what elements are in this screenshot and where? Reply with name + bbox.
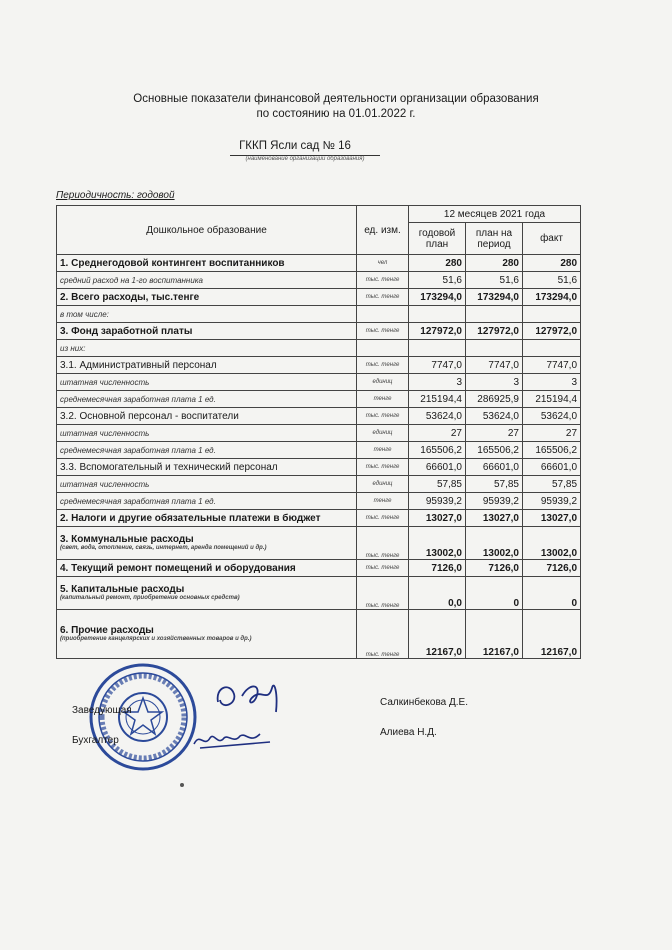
cell-plan-year <box>409 306 466 323</box>
row-label <box>57 374 357 391</box>
table-row <box>57 476 581 493</box>
table-row <box>57 577 581 610</box>
row-label-text: среднемесячная заработная плата 1 ед. <box>60 445 216 455</box>
header-label: Дошкольное образование <box>57 206 357 255</box>
cell-fact: 13027,0 <box>523 510 581 527</box>
cell-plan-period: 57,85 <box>466 476 523 493</box>
row-unit: тыс. тенге <box>357 459 409 476</box>
table-row <box>57 493 581 510</box>
table-row <box>57 425 581 442</box>
header-fact: факт <box>523 223 581 255</box>
row-unit: тыс. тенге <box>357 357 409 374</box>
cell-plan-year: 7126,0 <box>409 560 466 577</box>
cell-plan-period: 27 <box>466 425 523 442</box>
periodicity: Периодичность: годовой <box>56 190 175 201</box>
cell-fact: 7126,0 <box>523 560 581 577</box>
row-label <box>57 493 357 510</box>
cell-plan-year: 51,6 <box>409 272 466 289</box>
document-subtitle: по состоянию на 01.01.2022 г. <box>256 108 416 120</box>
head-label: Заведующая <box>72 705 132 716</box>
cell-plan-year <box>409 340 466 357</box>
table-row <box>57 408 581 425</box>
row-label-text: штатная численность <box>60 428 150 438</box>
row-label <box>57 357 357 374</box>
row-label <box>57 306 357 323</box>
accountant-label: Бухгалтер <box>72 735 119 746</box>
cell-fact: 13002,0 <box>523 527 581 560</box>
row-label <box>57 442 357 459</box>
header-unit: ед. изм. <box>357 206 409 255</box>
accountant-name: Алиева Н.Д. <box>380 727 437 738</box>
row-label-text: штатная численность <box>60 479 150 489</box>
document-title: Основные показатели финансовой деятельности организации образования <box>133 93 539 105</box>
row-label <box>57 610 357 659</box>
cell-fact: 0 <box>523 577 581 610</box>
row-note: (свет, вода, отопление, связь, интернет, аренда помещений и др.) <box>60 545 267 551</box>
cell-plan-year: 13027,0 <box>409 510 466 527</box>
row-unit: единиц <box>357 374 409 391</box>
table-row <box>57 323 581 340</box>
organization-note: (наименование организации образования) <box>245 156 365 162</box>
row-unit: единиц <box>357 425 409 442</box>
row-label <box>57 272 357 289</box>
organization-name: ГККП Ясли сад № 16 <box>239 140 351 152</box>
row-unit <box>357 306 409 323</box>
row-unit: единиц <box>357 476 409 493</box>
table-row <box>57 510 581 527</box>
row-label <box>57 476 357 493</box>
row-label-text: средний расход на 1-го воспитанника <box>60 275 203 285</box>
row-label-text: 3.1. Административный персонал <box>60 359 217 371</box>
cell-plan-period: 51,6 <box>466 272 523 289</box>
cell-fact: 127972,0 <box>523 323 581 340</box>
table-row <box>57 272 581 289</box>
cell-fact <box>523 340 581 357</box>
header-plan-year: годовой план <box>409 223 466 255</box>
cell-fact: 66601,0 <box>523 459 581 476</box>
financial-table <box>56 205 581 659</box>
cell-fact: 7747,0 <box>523 357 581 374</box>
cell-plan-period: 173294,0 <box>466 289 523 306</box>
cell-fact: 12167,0 <box>523 610 581 659</box>
cell-plan-period: 7747,0 <box>466 357 523 374</box>
cell-plan-period: 165506,2 <box>466 442 523 459</box>
cell-plan-period: 53624,0 <box>466 408 523 425</box>
row-unit: тыс. тенге <box>357 610 409 659</box>
cell-plan-period: 95939,2 <box>466 493 523 510</box>
table-row <box>57 289 581 306</box>
row-label-text: 4. Текущий ремонт помещений и оборудования <box>60 562 296 574</box>
row-label <box>57 527 357 560</box>
cell-plan-year: 27 <box>409 425 466 442</box>
cell-plan-year: 0,0 <box>409 577 466 610</box>
row-unit: тыс. тенге <box>357 577 409 610</box>
cell-plan-period: 7126,0 <box>466 560 523 577</box>
header-plan-period: план на период <box>466 223 523 255</box>
cell-plan-year: 173294,0 <box>409 289 466 306</box>
cell-fact: 165506,2 <box>523 442 581 459</box>
cell-plan-period: 286925,9 <box>466 391 523 408</box>
row-note: (капитальный ремонт, приобретение основных средств) <box>60 595 240 601</box>
row-label-text: 2. Всего расходы, тыс.тенге <box>60 291 200 303</box>
row-label <box>57 510 357 527</box>
row-label-text: среднемесячная заработная плата 1 ед. <box>60 394 216 404</box>
row-label-text: в том числе: <box>60 309 109 319</box>
table-row <box>57 255 581 272</box>
row-label-text: 1. Среднегодовой контингент воспитанников <box>60 257 285 269</box>
cell-fact: 280 <box>523 255 581 272</box>
cell-plan-period: 12167,0 <box>466 610 523 659</box>
cell-plan-year: 3 <box>409 374 466 391</box>
header-period: 12 месяцев 2021 года <box>409 206 581 223</box>
cell-plan-year: 280 <box>409 255 466 272</box>
cell-plan-period: 3 <box>466 374 523 391</box>
cell-plan-period: 280 <box>466 255 523 272</box>
cell-fact: 215194,4 <box>523 391 581 408</box>
table-row <box>57 391 581 408</box>
row-label <box>57 408 357 425</box>
row-label-text: 3. Фонд заработной платы <box>60 325 193 337</box>
row-unit: тенге <box>357 493 409 510</box>
row-unit: тыс. тенге <box>357 289 409 306</box>
table-row <box>57 442 581 459</box>
row-label <box>57 459 357 476</box>
table-row <box>57 306 581 323</box>
head-signature-icon <box>210 672 300 722</box>
cell-plan-period <box>466 306 523 323</box>
table-row <box>57 610 581 659</box>
row-label <box>57 323 357 340</box>
row-label <box>57 255 357 272</box>
cell-fact <box>523 306 581 323</box>
cell-fact: 51,6 <box>523 272 581 289</box>
row-label-text: 3. Коммунальные расходы <box>60 534 194 545</box>
row-note: (приобретение канцелярских и хозяйственных товаров и др.) <box>60 636 252 642</box>
row-unit: тенге <box>357 442 409 459</box>
cell-plan-year: 215194,4 <box>409 391 466 408</box>
row-label-text: штатная численность <box>60 377 150 387</box>
row-label <box>57 577 357 610</box>
cell-plan-year: 66601,0 <box>409 459 466 476</box>
table-row <box>57 527 581 560</box>
head-name: Салкинбекова Д.Е. <box>380 697 468 708</box>
cell-fact: 3 <box>523 374 581 391</box>
row-unit: тыс. тенге <box>357 510 409 527</box>
row-label-text: среднемесячная заработная плата 1 ед. <box>60 496 216 506</box>
cell-fact: 53624,0 <box>523 408 581 425</box>
row-unit: тыс. тенге <box>357 323 409 340</box>
row-label <box>57 560 357 577</box>
row-unit: тыс. тенге <box>357 560 409 577</box>
cell-fact: 27 <box>523 425 581 442</box>
row-unit <box>357 340 409 357</box>
table-row <box>57 459 581 476</box>
seal-stamp-icon <box>88 662 198 772</box>
row-label <box>57 340 357 357</box>
cell-plan-year: 95939,2 <box>409 493 466 510</box>
cell-plan-year: 13002,0 <box>409 527 466 560</box>
cell-plan-year: 57,85 <box>409 476 466 493</box>
cell-fact: 173294,0 <box>523 289 581 306</box>
cell-plan-period: 13027,0 <box>466 510 523 527</box>
cell-plan-period <box>466 340 523 357</box>
scan-speck <box>180 783 184 787</box>
row-label-text: 3.2. Основной персонал - воспитатели <box>60 410 239 422</box>
row-unit: тыс. тенге <box>357 408 409 425</box>
table-row <box>57 357 581 374</box>
cell-plan-year: 7747,0 <box>409 357 466 374</box>
row-label-text: 3.3. Вспомогательный и технический персонал <box>60 461 278 473</box>
row-label-text: из них: <box>60 343 86 353</box>
row-label-text: 5. Капитальные расходы <box>60 584 185 595</box>
cell-plan-year: 165506,2 <box>409 442 466 459</box>
cell-fact: 57,85 <box>523 476 581 493</box>
cell-plan-period: 0 <box>466 577 523 610</box>
cell-plan-period: 66601,0 <box>466 459 523 476</box>
row-unit: тенге <box>357 391 409 408</box>
row-unit: чел <box>357 255 409 272</box>
table-row <box>57 560 581 577</box>
row-unit: тыс. тенге <box>357 527 409 560</box>
row-label <box>57 289 357 306</box>
table-row <box>57 374 581 391</box>
cell-plan-year: 53624,0 <box>409 408 466 425</box>
row-unit: тыс. тенге <box>357 272 409 289</box>
cell-plan-period: 13002,0 <box>466 527 523 560</box>
cell-plan-period: 127972,0 <box>466 323 523 340</box>
row-label-text: 6. Прочие расходы <box>60 625 154 636</box>
cell-fact: 95939,2 <box>523 493 581 510</box>
row-label-text: 2. Налоги и другие обязательные платежи в бюджет <box>60 512 321 524</box>
table-row <box>57 340 581 357</box>
accountant-signature-icon <box>190 724 280 754</box>
cell-plan-year: 127972,0 <box>409 323 466 340</box>
cell-plan-year: 12167,0 <box>409 610 466 659</box>
row-label <box>57 425 357 442</box>
table-body <box>57 255 581 659</box>
row-label <box>57 391 357 408</box>
